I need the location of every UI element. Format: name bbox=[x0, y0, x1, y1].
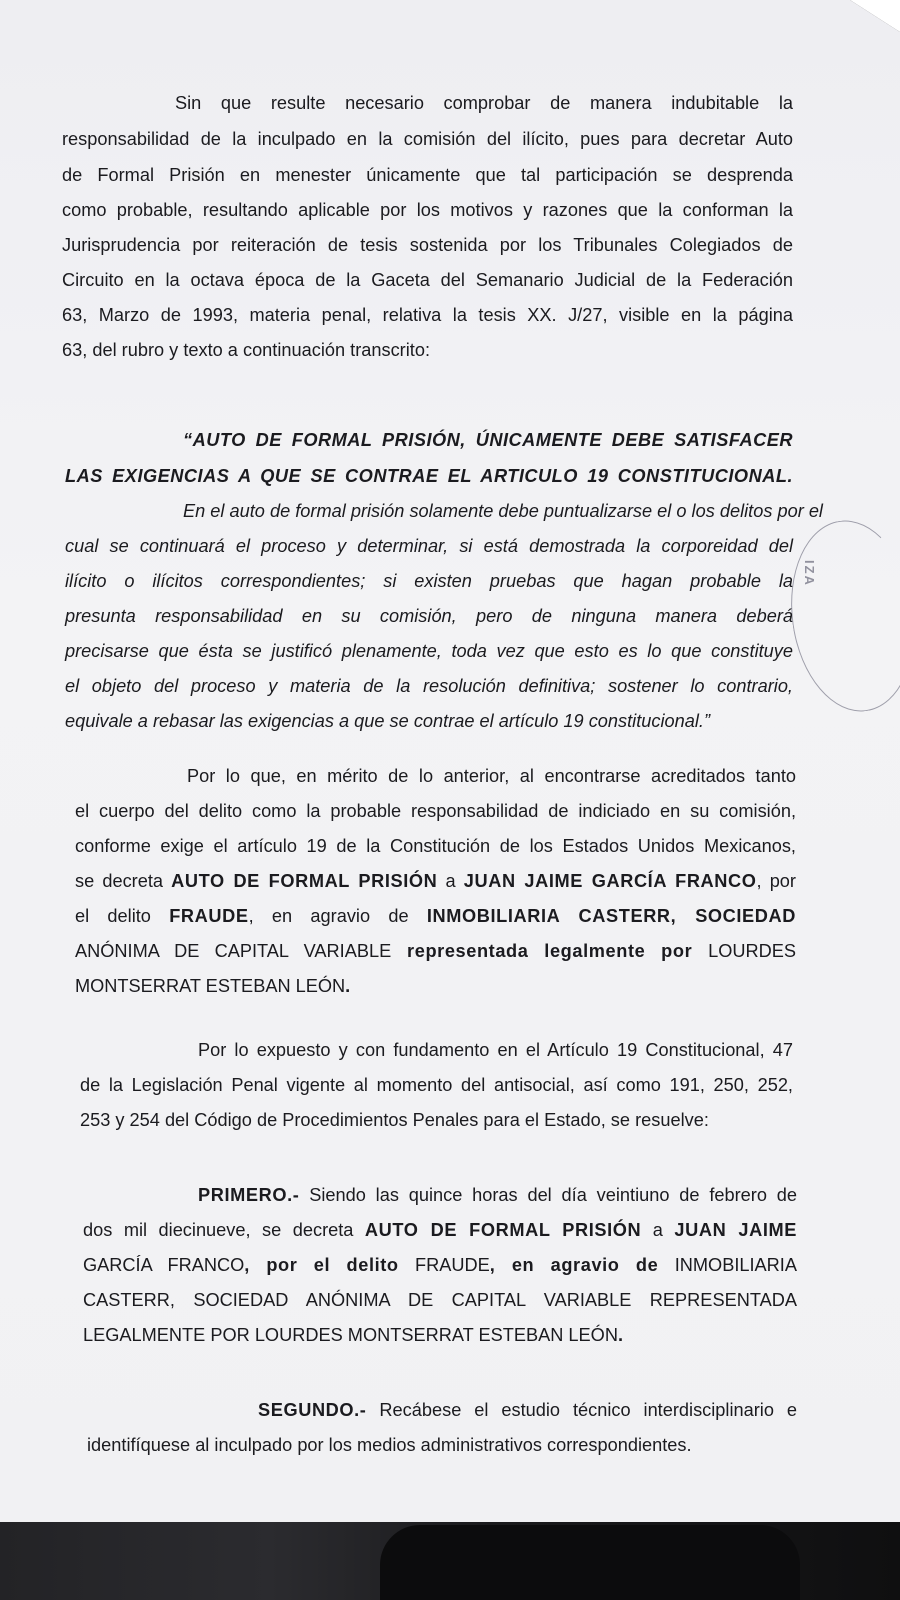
paragraph-line: 63, Marzo de 1993, materia penal, relativa la tesis XX. J/27, visible en la página bbox=[62, 305, 793, 325]
paragraph-line: de la Legislación Penal vigente al momento del antisocial, así como 191, 250, 252, bbox=[80, 1075, 793, 1095]
paragraph-line: el cuerpo del delito como la probable responsabilidad de indiciado en su comisión, bbox=[75, 801, 796, 821]
quote-text-line: En el auto de formal prisión solamente debe puntualizarse el o los delitos por el bbox=[183, 501, 823, 521]
paragraph-line: conforme exige el artículo 19 de la Constitución de los Estados Unidos Mexicanos, bbox=[75, 836, 796, 856]
paragraph-line: 63, del rubro y texto a continuación transcrito: bbox=[62, 340, 430, 360]
paragraph-line: SEGUNDO.- Recábese el estudio técnico interdisciplinario e bbox=[258, 1400, 797, 1420]
quote-heading-line: LAS EXIGENCIAS A QUE SE CONTRAE EL ARTICULO 19 CONSTITUCIONAL. bbox=[65, 466, 793, 486]
paragraph-line: MONTSERRAT ESTEBAN LEÓN. bbox=[75, 976, 351, 996]
paragraph-line: como probable, resultando aplicable por los motivos y razones que la conforman la bbox=[62, 200, 793, 220]
paragraph-line: se decreta AUTO DE FORMAL PRISIÓN a JUAN JAIME GARCÍA FRANCO, por bbox=[75, 871, 796, 891]
quote-text-line: ilícito o ilícitos correspondientes; si existen pruebas que hagan probable la bbox=[65, 571, 793, 591]
paragraph-line: LEGALMENTE POR LOURDES MONTSERRAT ESTEBAN LEÓN. bbox=[83, 1325, 624, 1345]
quote-heading-line: “AUTO DE FORMAL PRISIÓN, ÚNICAMENTE DEBE SATISFACER bbox=[183, 430, 793, 450]
paragraph-line: GARCÍA FRANCO, por el delito FRAUDE, en agravio de INMOBILIARIA bbox=[83, 1255, 797, 1275]
hand-shadow bbox=[380, 1525, 800, 1600]
seal-stamp-text: IZA bbox=[802, 560, 817, 587]
paragraph-line: identifíquese al inculpado por los medios administrativos correspondientes. bbox=[87, 1435, 692, 1455]
quote-text-line: precisarse que ésta se justificó plenamente, toda vez que esto es lo que constituye bbox=[65, 641, 793, 661]
paragraph-line: Sin que resulte necesario comprobar de manera indubitable la bbox=[175, 93, 793, 113]
paragraph-line: Jurisprudencia por reiteración de tesis sostenida por los Tribunales Colegiados de bbox=[62, 235, 793, 255]
paragraph-line: de Formal Prisión en menester únicamente que tal participación se desprenda bbox=[62, 165, 793, 185]
paragraph-line: ANÓNIMA DE CAPITAL VARIABLE representada legalmente por LOURDES bbox=[75, 941, 797, 961]
paragraph-line: PRIMERO.- Siendo las quince horas del día veintiuno de febrero de bbox=[198, 1185, 797, 1205]
quote-text-line: el objeto del proceso y materia de la resolución definitiva; sostener lo contrario, bbox=[65, 676, 793, 696]
paragraph-line: el delito FRAUDE, en agravio de INMOBILIARIA CASTERR, SOCIEDAD bbox=[75, 906, 796, 926]
quote-text-line: cual se continuará el proceso y determinar, si está demostrada la corporeidad del bbox=[65, 536, 793, 556]
paragraph-line: Circuito en la octava época de la Gaceta del Semanario Judicial de la Federación bbox=[62, 270, 793, 290]
quote-text-line: equivale a rebasar las exigencias a que se contrae el artículo 19 constitucional.” bbox=[65, 711, 711, 731]
paragraph-line: responsabilidad de la inculpado en la comisión del ilícito, pues para decretar Auto bbox=[62, 129, 793, 149]
paragraph-line: dos mil diecinueve, se decreta AUTO DE FORMAL PRISIÓN a JUAN JAIME bbox=[83, 1220, 798, 1240]
paragraph-line: CASTERR, SOCIEDAD ANÓNIMA DE CAPITAL VARIABLE REPRESENTADA bbox=[83, 1290, 797, 1310]
quote-text-line: presunta responsabilidad en su comisión, pero de ninguna manera deberá bbox=[65, 606, 793, 626]
paragraph-line: 253 y 254 del Código de Procedimientos Penales para el Estado, se resuelve: bbox=[80, 1110, 709, 1130]
paragraph-line: Por lo expuesto y con fundamento en el Artículo 19 Constitucional, 47 bbox=[198, 1040, 793, 1060]
paragraph-line: Por lo que, en mérito de lo anterior, al encontrarse acreditados tanto bbox=[187, 766, 796, 786]
